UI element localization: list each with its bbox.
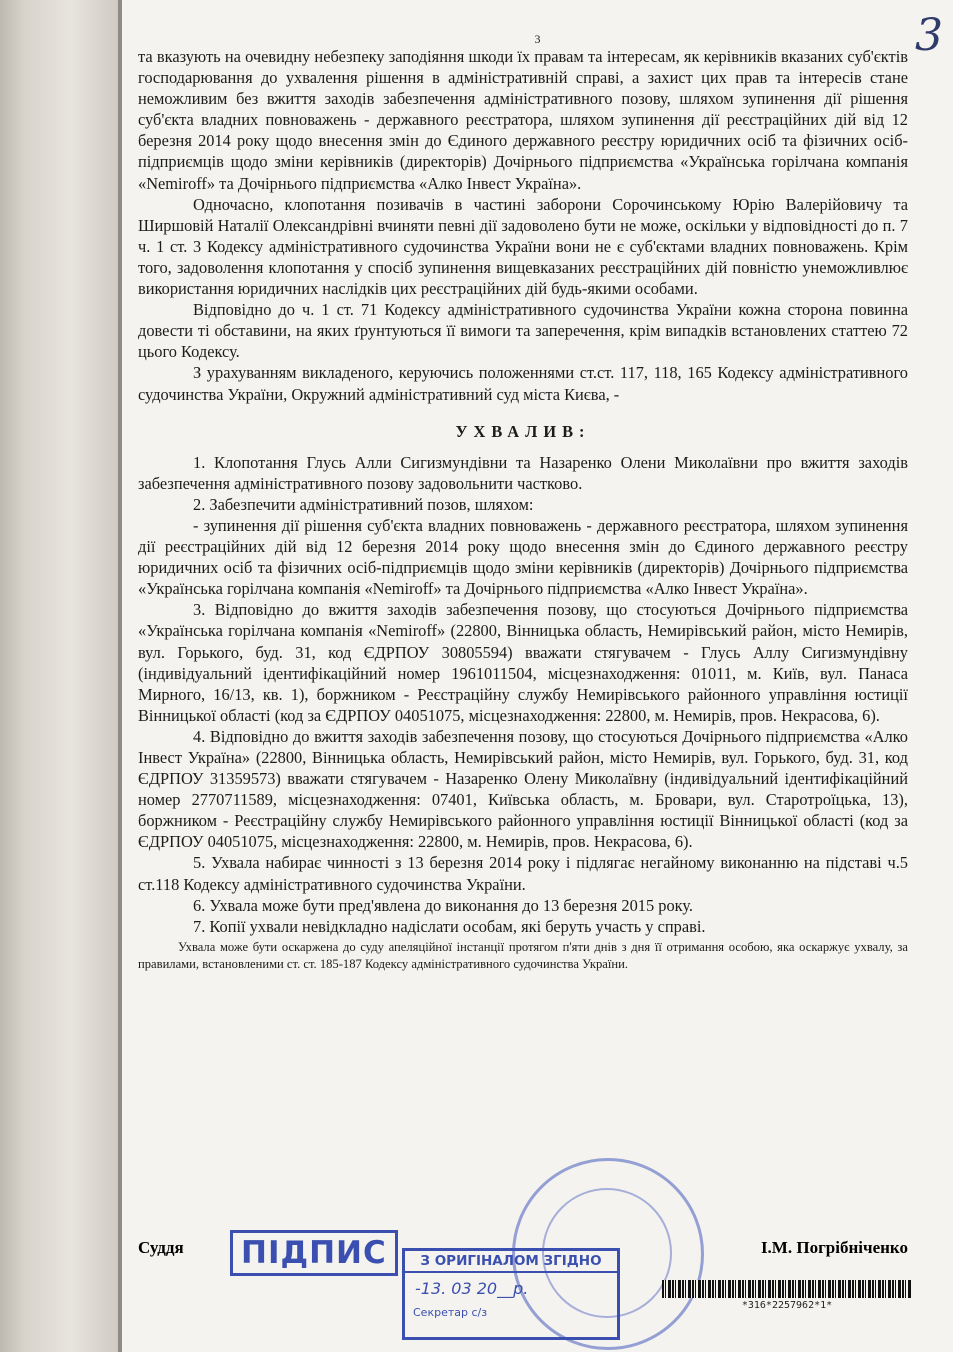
ruling-item-1: 1. Клопотання Глусь Алли Сигизмундівни та Назаренко Олени Миколаївни про вжиття заходів забезпечення адміністративного позову задовольнити частково. — [138, 452, 908, 493]
paragraph-continuation: та вказують на очевидну небезпеку заподіяння шкоди їх правам та інтересам, як керівників вказаних суб'єктів господарювання до ухвалення рішення в адміністративній справі, а захист цих прав та інтересів стане неможливим без вжиття заходів забезпечення адміністративного позову, шляхом зупинення дії рішення суб'єкта владних повноважень - державного реєстратора, шляхом зупинення дії реєстраційних дій від 12 березня 2014 року щодо внесення змін до Єдиного державного реєстру юридичних осіб та фізичних осіб-підприємців щодо зміни керівників (директорів) Дочірнього підприємства «Українська горілчана компанія «Nemiroff» та Дочірнього підприємства «Алко Інвест Україна». — [138, 47, 908, 193]
copy-stamp-date: -13. 03 20__р. — [415, 1279, 529, 1298]
barcode-number: *316*2257962*1* — [741, 1300, 833, 1311]
page-number: 3 — [534, 32, 541, 46]
certified-copy-stamp — [402, 1248, 620, 1340]
ruling-item-2: 2. Забезпечити адміністративний позов, шляхом: — [193, 494, 534, 514]
barcode — [662, 1280, 912, 1298]
paragraph-refusal: Одночасно, клопотання позивачів в частині заборони Сорочинському Юрію Валерійовичу та Ширшовій Наталії Олександрівні вчиняти певні дії задоволено бути не може, оскільки у відповідності до п. 7 ч. 1 ст. 3 Кодексу адміністративного судочинства України вони не є суб'єктами владних повноважень. Крім того, задоволення клопотання у спосіб зупинення вищевказаних реєстраційних дій повністю унеможливлює використання юридичних наслідків цих реєстраційних дій будь-якими особами. — [138, 194, 908, 299]
binding-shadow — [0, 0, 118, 1352]
paragraph-burden-of-proof: Відповідно до ч. 1 ст. 71 Кодексу адміністративного судочинства України кожна сторона повинна довести ті обставини, на яких ґрунтуються її вимоги та заперечення, крім випадків встановлених статтею 72 цього Кодексу. — [138, 300, 908, 362]
ruling-item-5: 5. Ухвала набирає чинності з 13 березня 2014 року і підлягає негайному виконанню на підставі ч.5 ст.118 Кодексу адміністративного судочинства України. — [138, 853, 908, 894]
copy-stamp-title: З ОРИГІНАЛОМ ЗГІДНО — [405, 1251, 617, 1273]
copy-stamp-secretary: Секретар с/з — [413, 1306, 488, 1319]
ruling-item-4: 4. Відповідно до вжиття заходів забезпечення позову, що стосуються Дочірнього підприємства «Алко Інвест Україна» (22800, Вінницька область, Немирівський район, місто Немирів, вул. Горького, буд. 31, код ЄДРПОУ 31359573) вважати стягувачем - Назаренко Олену Миколаївну (індивідуальний ідентифікаційний номер 2770711589, місцезнаходження: 07401, Київська область, м. Бровари, вул. Старотроїцька, 13), боржником - Реєстраційну службу Немирівського районного управління юстиції Вінницької області (код за ЄДРПОУ 04051075, місцезнаходження: 22800, м. Немирів, пров. Некрасова, 6). — [138, 726, 908, 852]
ruling-item-3: 3. Відповідно до вжиття заходів забезпечення позову, що стосуються Дочірнього підприємства «Українська горілчана компанія «Nemiroff» (22800, Вінницька область, Немирівський район, місто Немирів, вул. Горького, буд. 31, код ЄДРПОУ 30805594) вважати стягувачем - Глусь Аллу Сигизмундівну (індивідуальний ідентифікаційний номер 1961011504, місцезнаходження: 01011, м. Київ, вул. Панаса Мирного, 16/13, кв. 1), боржником - Реєстраційну службу Немирівського районного управління юстиції Вінницької області (код за ЄДРПОУ 04051075, місцезнаходження: 22800, м. Немирів, пров. Некрасова, 6). — [138, 600, 908, 725]
ruling-item-7: 7. Копії ухвали невідкладно надіслати особам, які беруть участь у справі. — [193, 916, 706, 936]
signature-stamp: ПІДПИС — [230, 1230, 398, 1276]
judge-label: Суддя — [138, 1238, 184, 1257]
document-body — [138, 46, 908, 973]
ruling-item-2-detail: - зупинення дії рішення суб'єкта владних повноважень - державного реєстратора, шляхом зупинення дії реєстраційних дій від 12 березня 2014 року щодо внесення змін до Єдиного державного реєстру юридичних осіб та фізичних осіб-підприємців щодо зміни керівників (директорів) Дочірнього підприємства «Українська горілчана компанія «Nemiroff» та Дочірнього підприємства «Алко Інвест Україна». — [138, 515, 908, 599]
appeal-note: Ухвала може бути оскаржена до суду апеляційної інстанції протягом п'яти днів з дня її отримання особою, яка оскаржує ухвалу, за правилами, встановленими ст. ст. 185-187 Кодексу адміністративного судочинства України. — [138, 939, 908, 971]
judge-name: І.М. Погрібніченко — [760, 1238, 908, 1257]
paragraph-legal-basis: З урахуванням викладеного, керуючись положеннями ст.ст. 117, 118, 165 Кодексу адміністративного судочинства України, Окружний адміністративний суд міста Києва, - — [138, 363, 908, 404]
ruling-heading: УХВАЛИВ: — [455, 421, 591, 441]
document-page — [122, 0, 953, 1352]
ruling-item-6: 6. Ухвала може бути пред'явлена до виконання до 13 березня 2015 року. — [193, 895, 694, 915]
handwritten-page-note: 3 — [915, 10, 943, 61]
